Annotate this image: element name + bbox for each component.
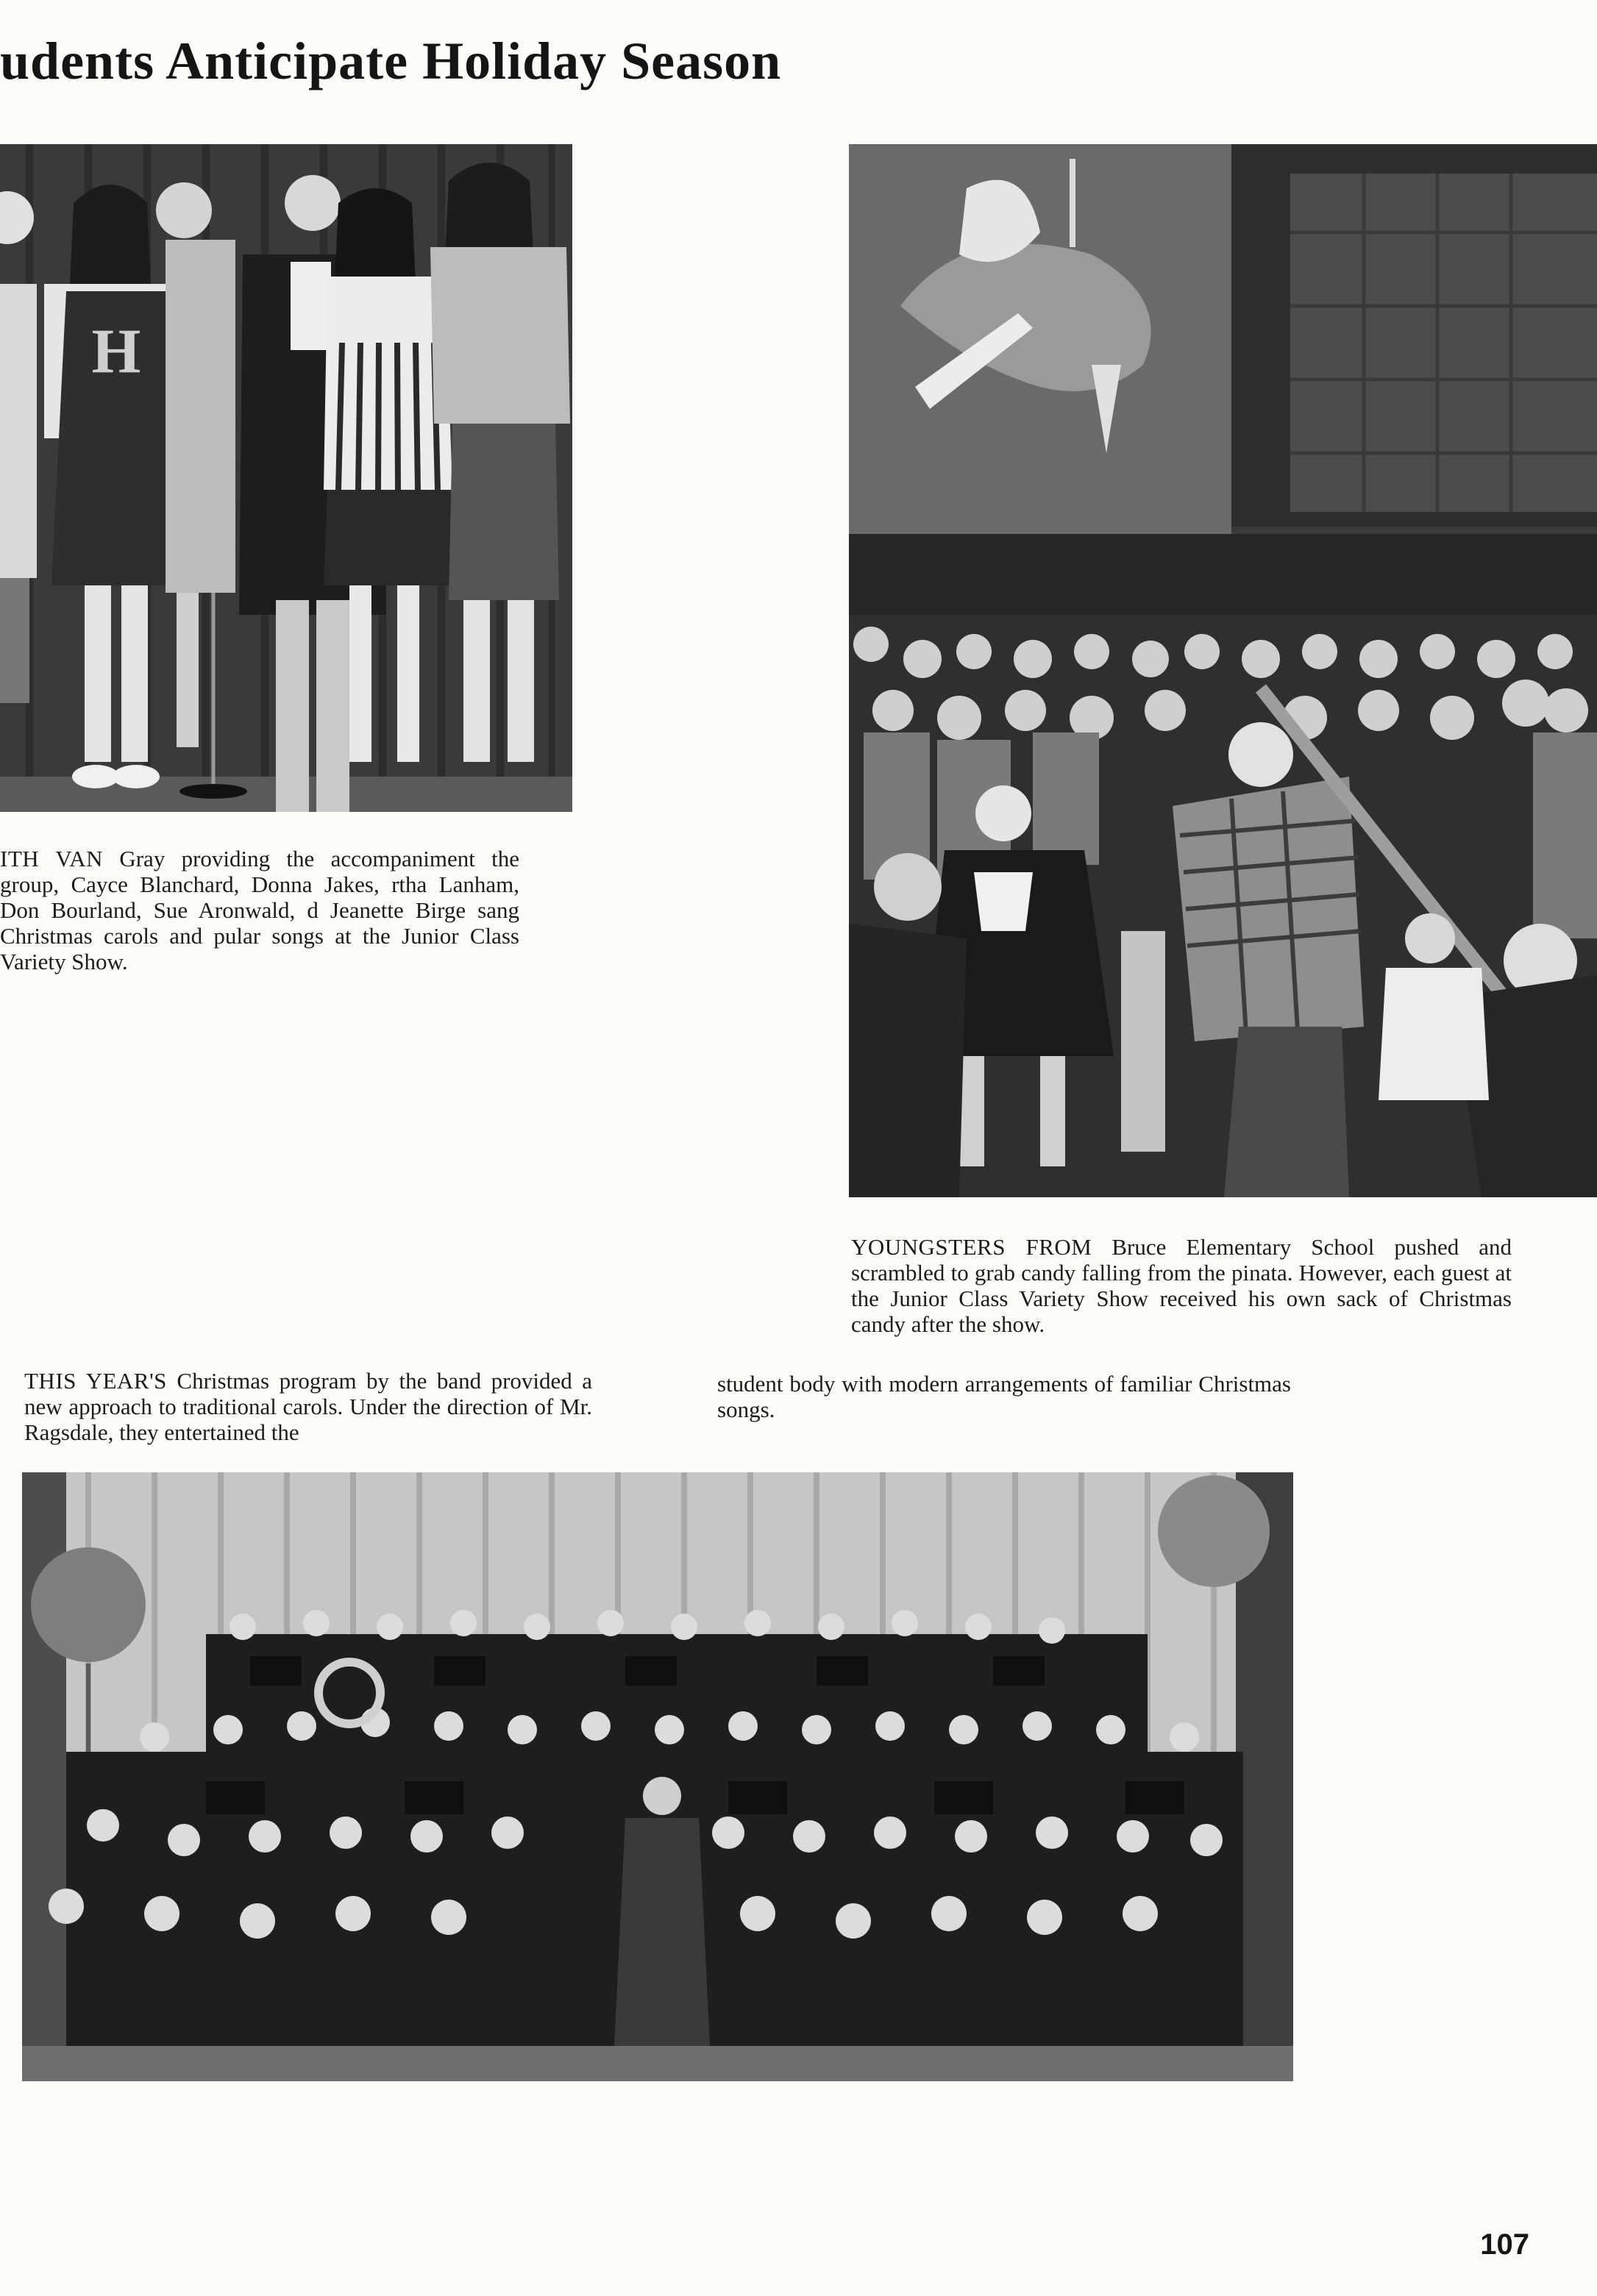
page-number: 107: [1480, 2228, 1529, 2261]
carolers-caption-lead: ITH VAN: [0, 846, 104, 871]
page-headline: udents Anticipate Holiday Season: [0, 32, 782, 90]
band-caption-left-text: Christmas program by the band provided a new approach to traditional carols. Under the direction of Mr. Ragsdale, they entertained the: [24, 1368, 592, 1445]
band-caption-right: [717, 1371, 1291, 1422]
carolers-caption-text: Gray providing the accompaniment the group, Cayce Blanchard, Donna Jakes, rtha Lanham, Don Bourland, Sue Aronwald, d Jeanette Birge sang Christmas carols and pular songs at the Junior Class Variety Show.: [0, 846, 519, 974]
carolers-caption: [0, 846, 519, 974]
h-letter: H: [91, 315, 141, 386]
pinata-caption-text: Bruce Elementary School pushed and scrambled to grab candy falling from the pinata. However, each guest at the Junior Class Variety Show received his own sack of Christmas candy after the show.: [851, 1234, 1512, 1337]
band-caption-right-text: student body with modern arrangements of familiar Christmas songs.: [717, 1371, 1291, 1422]
band-caption-lead: THIS YEAR'S: [24, 1368, 167, 1394]
band-photo: [22, 1472, 1293, 2081]
band-caption-left: [24, 1368, 592, 1445]
pinata-photo: [849, 144, 1597, 1197]
carolers-photo: [0, 144, 572, 812]
pinata-caption: [851, 1234, 1512, 1337]
pinata-caption-lead: YOUNGSTERS FROM: [851, 1234, 1092, 1260]
